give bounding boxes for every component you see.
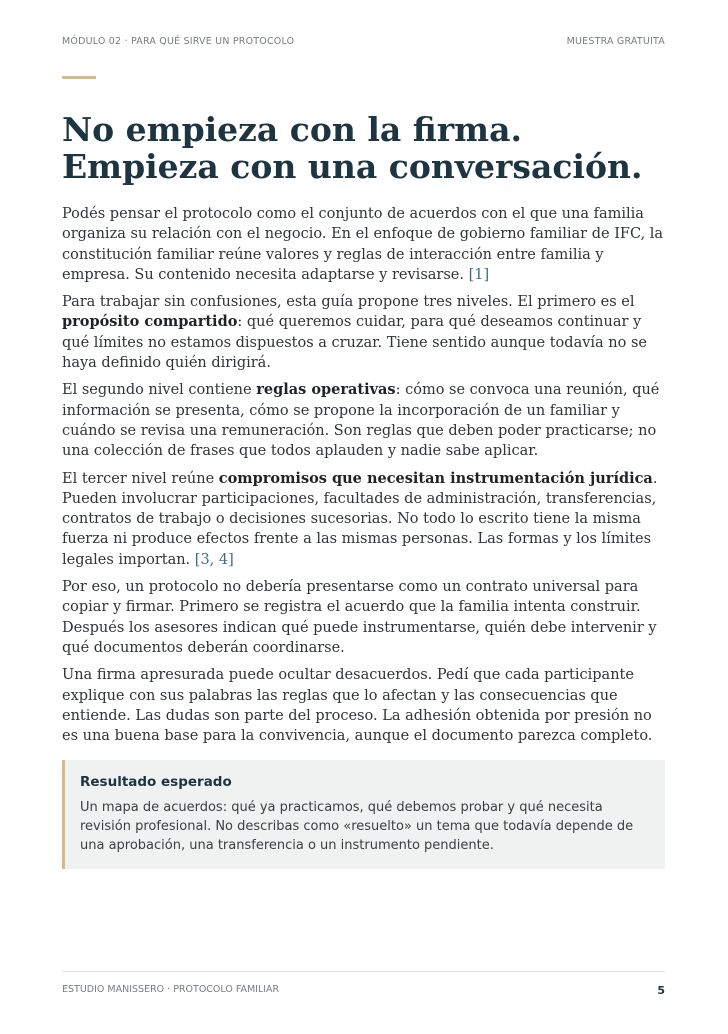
paragraph-2-pre: Para trabajar sin confusiones, esta guía propone tres niveles. El primero es el	[62, 294, 635, 311]
paragraph-5: Por eso, un protocolo no debería presentarse como un contrato universal para copiar y firmar. Primero se registra el acuerdo que la familia intenta construir. Después los asesores indican qué puede instrumentarse, quién debe intervenir y qué documentos deberán coordinarse.	[62, 579, 657, 656]
paragraph-1-text: Podés pensar el protocolo como el conjunto de acuerdos con el que una familia organiza su relación con el negocio. En el enfoque de gobierno familiar de IFC, la constitución familiar reúne valores y reglas de interacción entre familia y empresa. Su contenido necesita adaptarse y revisarse.	[62, 206, 664, 283]
accent-bar	[62, 76, 96, 79]
paragraph-1	[62, 204, 666, 285]
module-label: MÓDULO 02 · PARA QUÉ SIRVE UN PROTOCOLO	[62, 36, 295, 47]
callout-title: Resultado esperado	[80, 774, 232, 790]
body-text	[62, 204, 666, 753]
sample-label: MUESTRA GRATUITA	[566, 36, 665, 47]
paragraph-2-bold: propósito compartido	[62, 313, 238, 331]
paragraph-3-bold: reglas operativas	[256, 381, 396, 399]
paragraph-3-post: : cómo se convoca una reunión, qué información se presenta, cómo se propone la incorporación de un familiar y cuándo se revisa una remuneración. Son reglas que deben poder practicarse; no una colección de frases que todos aplauden y nadie sabe aplicar.	[62, 382, 660, 460]
citation-3-4: [3, 4]	[194, 551, 234, 568]
paragraph-3-pre: El segundo nivel contiene	[62, 382, 257, 399]
paragraph-4-pre: El tercer nivel reúne	[62, 470, 219, 487]
paragraph-2	[62, 292, 666, 373]
title-line-2: Empieza con una conversación.	[62, 147, 643, 186]
paragraph-4	[62, 469, 666, 570]
paragraph-3	[62, 380, 666, 461]
paragraph-2-post: : qué queremos cuidar, para qué deseamos continuar y qué límites no estamos dispuestos a cruzar. Tiene sentido aunque todavía no se haya definido quién dirigirá.	[62, 314, 647, 372]
paragraph-6: Una firma apresurada puede ocultar desacuerdos. Pedí que cada participante explique con sus palabras las reglas que lo afectan y las consecuencias que entiende. Las dudas son parte del proceso. La adhesión obtenida por presión no es una buena base para la convivencia, aunque el documento parezca completo.	[62, 667, 653, 745]
expected-result-callout	[62, 760, 665, 869]
page-header	[62, 36, 665, 47]
paragraph-4-post: . Pueden involucrar participaciones, facultades de administración, transferencias, contratos de trabajo o decisiones sucesorias. No todo lo escrito tiene la misma fuerza ni produce efectos frente a las mismas personas. Las formas y los límites legales importan.	[62, 470, 658, 568]
page-footer	[62, 984, 665, 997]
callout-text: Un mapa de acuerdos: qué ya practicamos, qué debemos probar y qué necesita revisión profesional. No describas como «resuelto» un tema que todavía depende de una aprobación, una transferencia o un instrumento pendiente.	[80, 800, 634, 854]
paragraph-4-bold: compromisos que necesitan instrumentación jurídica	[218, 469, 653, 487]
footer-label: ESTUDIO MANISSERO · PROTOCOLO FAMILIAR	[62, 984, 280, 995]
page-title	[62, 111, 682, 185]
citation-1: [1]	[468, 266, 490, 283]
footer-divider	[62, 971, 665, 972]
title-line-1: No empieza con la firma.	[62, 110, 522, 149]
page-number: 5	[657, 984, 665, 997]
